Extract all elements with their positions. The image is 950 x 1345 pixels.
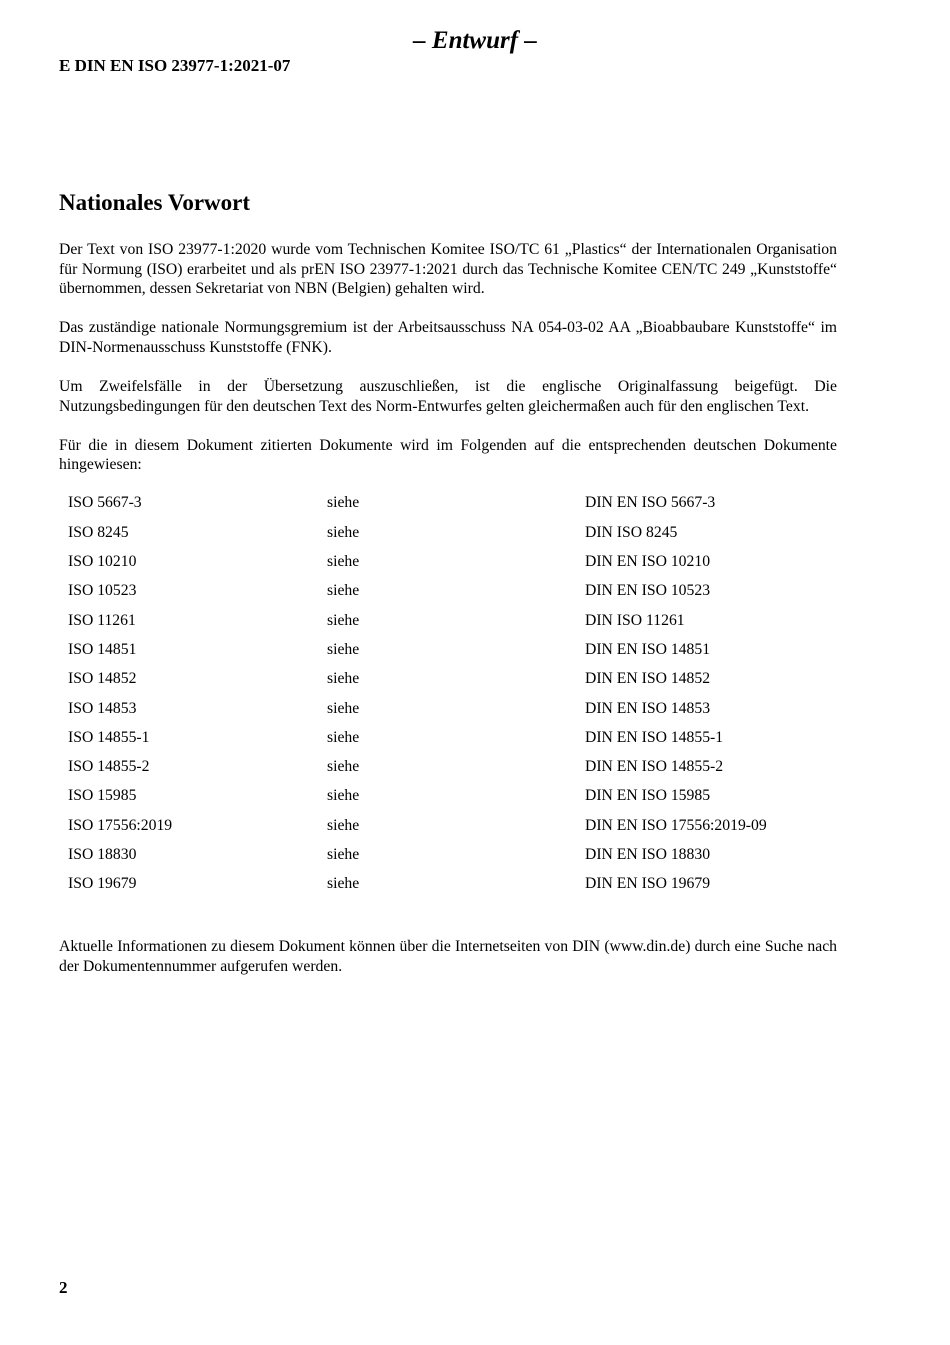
see-label: siehe bbox=[327, 523, 360, 541]
see-label: siehe bbox=[327, 846, 360, 864]
iso-ref: ISO 14855-1 bbox=[68, 728, 150, 746]
iso-ref: ISO 10210 bbox=[68, 553, 137, 571]
iso-ref: ISO 14851 bbox=[68, 640, 137, 658]
din-ref: DIN EN ISO 14852 bbox=[585, 670, 711, 688]
table-row bbox=[59, 547, 837, 576]
paragraph-committee: Der Text von ISO 23977-1:2020 wurde vom Technischen Komitee ISO/TC 61 „Plastics“ der Internationalen Organisation für Normung (ISO) erarbeitet und als prEN ISO 23977-1:2021 durch das Technische Komitee CEN/TC 249 „Kunststoffe“ übernommen, dessen Sekretariat von NBN (Belgien) gehalten wird. bbox=[59, 241, 837, 298]
din-ref: DIN EN ISO 5667-3 bbox=[585, 494, 716, 512]
see-label: siehe bbox=[327, 611, 360, 629]
see-label: siehe bbox=[327, 758, 360, 776]
see-label: siehe bbox=[327, 728, 360, 746]
iso-ref: ISO 11261 bbox=[68, 611, 136, 629]
iso-ref: ISO 14855-2 bbox=[68, 758, 150, 776]
iso-ref: ISO 5667-3 bbox=[68, 494, 142, 512]
main-content bbox=[59, 240, 837, 996]
page-number: 2 bbox=[59, 1278, 68, 1297]
see-label: siehe bbox=[327, 553, 360, 571]
table-row bbox=[59, 635, 837, 664]
see-label: siehe bbox=[327, 582, 360, 600]
see-label: siehe bbox=[327, 787, 360, 805]
paragraph-references-intro: Für die in diesem Dokument zitierten Dokumente wird im Folgenden auf die entsprechenden deutschen Dokumente hingewiesen: bbox=[59, 436, 837, 474]
iso-ref: ISO 8245 bbox=[68, 523, 129, 541]
din-ref: DIN EN ISO 14855-1 bbox=[585, 728, 724, 746]
document-id: E DIN EN ISO 23977-1:2021-07 bbox=[59, 56, 291, 75]
din-ref: DIN EN ISO 15985 bbox=[585, 787, 711, 805]
din-ref: DIN EN ISO 14855-2 bbox=[585, 758, 724, 776]
din-ref: DIN EN ISO 14851 bbox=[585, 640, 711, 658]
din-ref: DIN EN ISO 19679 bbox=[585, 875, 711, 893]
iso-ref: ISO 17556:2019 bbox=[68, 816, 173, 834]
paragraph-national-body: Das zuständige nationale Normungsgremium ist der Arbeitsausschuss NA 054-03-02 AA „Bioabbaubare Kunststoffe“ im DIN-Normenausschuss Kunststoffe (FNK). bbox=[59, 319, 837, 356]
iso-ref: ISO 18830 bbox=[68, 846, 137, 864]
din-ref: DIN EN ISO 14853 bbox=[585, 699, 711, 717]
table-row bbox=[59, 870, 837, 899]
table-row bbox=[59, 723, 837, 752]
see-label: siehe bbox=[327, 640, 360, 658]
din-ref: DIN EN ISO 10210 bbox=[585, 553, 711, 571]
iso-ref: ISO 19679 bbox=[68, 875, 137, 893]
din-ref: DIN ISO 8245 bbox=[585, 523, 678, 541]
see-label: siehe bbox=[327, 875, 360, 893]
iso-ref: ISO 14853 bbox=[68, 699, 137, 717]
table-row bbox=[59, 840, 837, 869]
iso-ref: ISO 10523 bbox=[68, 582, 137, 600]
table-row bbox=[59, 606, 837, 635]
page-title: Nationales Vorwort bbox=[59, 190, 251, 215]
see-label: siehe bbox=[327, 816, 360, 834]
table-row bbox=[59, 665, 837, 694]
see-label: siehe bbox=[327, 670, 360, 688]
see-label: siehe bbox=[327, 494, 360, 512]
din-ref: DIN EN ISO 18830 bbox=[585, 846, 711, 864]
table-row bbox=[59, 811, 837, 840]
iso-ref: ISO 15985 bbox=[68, 787, 137, 805]
table-row bbox=[59, 694, 837, 723]
table-row bbox=[59, 489, 837, 518]
see-label: siehe bbox=[327, 699, 360, 717]
din-ref: DIN EN ISO 10523 bbox=[585, 582, 711, 600]
din-ref: DIN ISO 11261 bbox=[585, 611, 685, 629]
paragraph-translation: Um Zweifelsfälle in der Übersetzung auszuschließen, ist die englische Originalfassung beigefügt. Die Nutzungsbedingungen für den deutschen Text des Norm-Entwurfes gelten gleichermaßen auch für den englischen Text. bbox=[59, 377, 837, 415]
table-row bbox=[59, 518, 837, 547]
table-row bbox=[59, 753, 837, 782]
table-row bbox=[59, 577, 837, 606]
draft-label: – Entwurf – bbox=[413, 27, 537, 54]
iso-ref: ISO 14852 bbox=[68, 670, 137, 688]
din-ref: DIN EN ISO 17556:2019-09 bbox=[585, 816, 767, 834]
paragraph-closing: Aktuelle Informationen zu diesem Dokument können über die Internetseiten von DIN (www.din.de) durch eine Suche nach der Dokumentennummer aufgerufen werden. bbox=[59, 938, 837, 975]
table-row bbox=[59, 782, 837, 811]
reference-table bbox=[59, 489, 837, 899]
